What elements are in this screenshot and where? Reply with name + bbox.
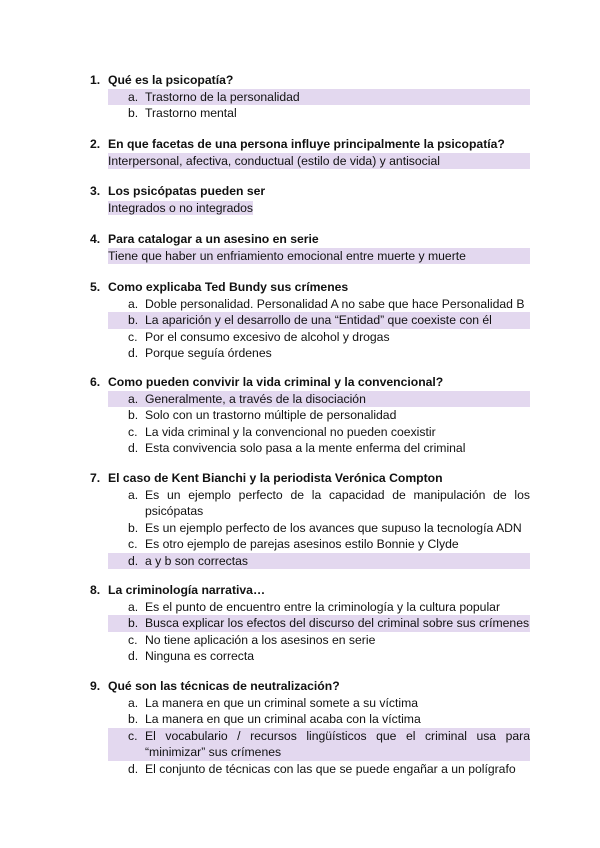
option-c	[108, 728, 530, 761]
option-a	[108, 599, 530, 616]
question-number: 2.	[90, 137, 101, 151]
option-d	[108, 648, 530, 665]
option-letter: a.	[128, 89, 139, 104]
option-text: La manera en que un criminal somete a su víctima	[145, 695, 418, 710]
question-text: Qué son las técnicas de neutralización?	[108, 679, 340, 693]
question-3	[90, 183, 530, 216]
question-text: El caso de Kent Bianchi y la periodista Verónica Compton	[108, 471, 443, 485]
option-b	[108, 711, 530, 728]
option-letter: b.	[128, 712, 139, 726]
question-4	[90, 231, 530, 264]
question-number: 1.	[90, 73, 101, 87]
option-a	[108, 695, 530, 712]
option-letter: c.	[128, 632, 138, 647]
question-9	[90, 678, 530, 777]
option-text: Generalmente, a través de la disociación	[145, 391, 366, 406]
option-c	[108, 424, 530, 441]
option-letter: d.	[128, 761, 139, 776]
option-letter: d.	[128, 553, 139, 568]
question-heading	[90, 72, 530, 89]
question-text: Como explicaba Ted Bundy sus crímenes	[108, 280, 349, 294]
question-5	[90, 279, 530, 362]
option-c	[108, 536, 530, 553]
option-letter: b.	[128, 616, 139, 630]
question-2	[90, 136, 530, 169]
question-heading	[90, 582, 530, 599]
option-text: La aparición y el desarrollo de una “Entidad” que coexiste con él	[145, 313, 492, 327]
option-b	[108, 615, 530, 632]
option-letter: c.	[128, 728, 138, 743]
question-text: La criminología narrativa…	[108, 583, 266, 597]
option-text: Busca explicar los efectos del discurso del criminal sobre sus crímenes	[145, 616, 530, 630]
option-text: Solo con un trastorno múltiple de personalidad	[145, 408, 397, 422]
option-text: Trastorno mental	[145, 106, 237, 120]
option-letter: b.	[128, 313, 139, 327]
option-letter: d.	[128, 346, 139, 360]
question-heading	[90, 279, 530, 296]
option-a	[108, 487, 530, 520]
option-letter: a.	[128, 391, 139, 406]
answer-text: Interpersonal, afectiva, conductual (estilo de vida) y antisocial	[108, 153, 530, 170]
question-heading	[90, 183, 530, 200]
answer-highlight: Integrados o no integrados	[108, 200, 254, 215]
question-heading	[90, 231, 530, 248]
option-text: La manera en que un criminal acaba con la víctima	[145, 712, 421, 726]
option-text: Es un ejemplo perfecto de la capacidad de manipulación de los psicópatas	[145, 487, 530, 518]
option-text: La vida criminal y la convencional no pueden coexistir	[145, 424, 436, 439]
option-text: Es un ejemplo perfecto de los avances que supuso la tecnología ADN	[145, 520, 522, 535]
option-letter: d.	[128, 649, 139, 663]
option-b	[108, 312, 530, 329]
answer-text	[108, 200, 530, 217]
option-c	[108, 329, 530, 346]
option-text: Trastorno de la personalidad	[145, 89, 300, 104]
option-a	[108, 296, 530, 313]
option-letter: b.	[128, 106, 139, 120]
option-b	[108, 407, 530, 424]
question-text: Los psicópatas pueden ser	[108, 184, 266, 198]
question-8	[90, 582, 530, 665]
option-text: Es el punto de encuentro entre la criminología y la cultura popular	[145, 599, 501, 614]
option-letter: c.	[128, 424, 138, 439]
option-d	[108, 440, 530, 457]
option-d	[108, 761, 530, 778]
option-letter: a.	[128, 487, 139, 502]
option-letter: b.	[128, 520, 139, 535]
question-number: 8.	[90, 583, 101, 597]
option-text: Ninguna es correcta	[145, 649, 255, 663]
question-number: 4.	[90, 232, 101, 246]
question-number: 5.	[90, 280, 101, 294]
option-text: Es otro ejemplo de parejas asesinos estilo Bonnie y Clyde	[145, 537, 459, 551]
question-7	[90, 470, 530, 569]
option-a	[108, 89, 530, 106]
question-number: 7.	[90, 471, 101, 485]
question-heading	[90, 470, 530, 487]
option-b	[108, 520, 530, 537]
option-letter: c.	[128, 329, 138, 344]
option-a	[108, 391, 530, 408]
option-d	[108, 345, 530, 362]
question-6	[90, 374, 530, 457]
option-b	[108, 105, 530, 122]
option-d	[108, 553, 530, 570]
question-heading	[90, 136, 530, 153]
option-letter: d.	[128, 441, 139, 455]
question-number: 3.	[90, 184, 101, 198]
option-letter: c.	[128, 537, 138, 551]
option-letter: a.	[128, 695, 139, 710]
question-text: Como pueden convivir la vida criminal y la convencional?	[108, 375, 444, 389]
option-text: El conjunto de técnicas con las que se puede engañar a un polígrafo	[145, 761, 516, 776]
question-text: Qué es la psicopatía?	[108, 73, 234, 87]
option-text: Por el consumo excesivo de alcohol y drogas	[145, 329, 390, 344]
option-text: Porque seguía órdenes	[145, 346, 272, 360]
option-text: a y b son correctas	[145, 553, 248, 568]
question-heading	[90, 374, 530, 391]
option-letter: b.	[128, 408, 139, 422]
option-c	[108, 632, 530, 649]
option-letter: a.	[128, 296, 139, 311]
question-1	[90, 72, 530, 122]
option-text: Doble personalidad. Personalidad A no sabe que hace Personalidad B	[145, 296, 525, 311]
question-text: En que facetas de una persona influye principalmente la psicopatía?	[108, 137, 505, 151]
option-text: No tiene aplicación a los asesinos en serie	[145, 632, 376, 647]
question-heading	[90, 678, 530, 695]
answer-text: Tiene que haber un enfriamiento emocional entre muerte y muerte	[108, 248, 530, 265]
option-text: Esta convivencia solo pasa a la mente enferma del criminal	[145, 441, 466, 455]
option-letter: a.	[128, 599, 139, 614]
option-text: El vocabulario / recursos lingüísticos que el criminal usa para “minimizar” sus crímenes	[145, 728, 530, 759]
question-text: Para catalogar a un asesino en serie	[108, 232, 319, 246]
question-number: 9.	[90, 679, 101, 693]
question-number: 6.	[90, 375, 101, 389]
